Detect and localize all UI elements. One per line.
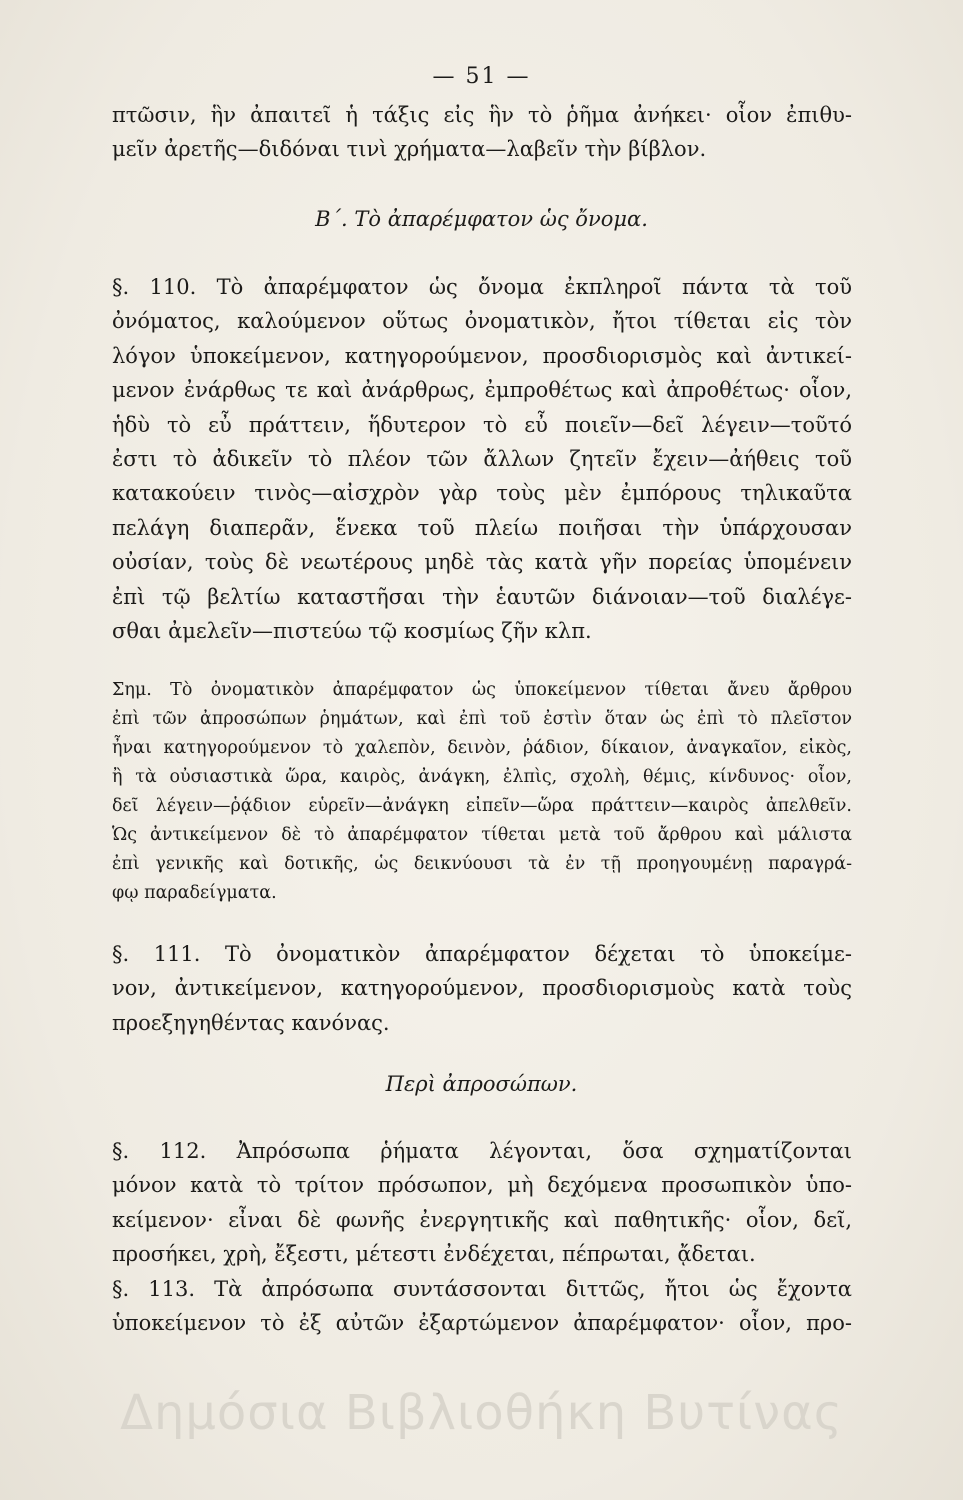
text-line: νον, ἀντικείμενον, κατηγορούμενον, προσδιορισμοὺς κατὰ τοὺς (112, 976, 852, 1001)
text-line: κείμενον· εἶναι δὲ φωνῆς ἐνεργητικῆς καὶ παθητικῆς· οἷον, δεῖ, (112, 1207, 852, 1232)
text-line: §. 110. Τὸ ἀπαρέμφατον ὡς ὄνομα ἐκπληροῖ πάντα τὰ τοῦ (112, 275, 852, 299)
text-line: μενον ἐνάρθως τε καὶ ἀνάρθρως, ἐμπροθέτως καὶ ἀπροθέτως· οἷον, (112, 378, 852, 403)
text-line: μόνον κατὰ τὸ τρίτον πρόσωπον, μὴ δεχόμενα προσωπικὸν ὑπο- (112, 1173, 852, 1198)
paragraph-113 (112, 1272, 852, 1341)
intro-paragraph (112, 98, 852, 167)
text-line: προεξηγηθέντας κανόνας. (112, 1010, 390, 1035)
text-line: μεῖν ἀρετῆς—διδόναι τινὶ χρήματα—λαβεῖν τὴν βίβλον. (112, 137, 707, 162)
paragraph-111 (112, 937, 852, 1040)
text-line: σθαι ἀμελεῖν—πιστεύω τῷ κοσμίως ζῆν κλπ. (112, 619, 592, 644)
note-line: φῳ παραδείγματα. (112, 883, 277, 903)
text-line: ἡδὺ τὸ εὖ πράττειν, ἥδυτερον τὸ εὖ ποιεῖν—δεῖ λέγειν—τοῦτό (112, 412, 852, 437)
note-line: ἦναι κατηγορούμενον τὸ χαλεπὸν, δεινὸν, ῥάδιον, δίκαιον, ἀναγκαῖον, εἰκὸς, (112, 738, 852, 758)
text-line: οὐσίαν, τοὺς δὲ νεωτέρους μηδὲ τὰς κατὰ γῆν πορείας ὑπομένειν (112, 550, 852, 575)
note-line: Ὡς ἀντικείμενον δὲ τὸ ἀπαρέμφατον τίθεται μετὰ τοῦ ἄρθρου καὶ μάλιστα (112, 825, 852, 845)
page-number: — 51 — (432, 64, 531, 89)
text-line: ἐπὶ τῷ βελτίω καταστῆσαι τὴν ἑαυτῶν διάνοιαν—τοῦ διαλέγε- (112, 584, 852, 609)
text-line: κατακούειν τινὸς—αἰσχρὸν γὰρ τοὺς μὲν ἐμπόρους τηλικαῦτα (112, 481, 852, 506)
section-heading-impersonal: Περὶ ἀπροσώπων. (385, 1072, 578, 1096)
text-line: ὑποκείμενον τὸ ἐξ αὐτῶν ἐξαρτώμενον ἀπαρέμφατον· οἷον, προ- (112, 1311, 852, 1336)
note-line: ἐπὶ γενικῆς καὶ δοτικῆς, ὡς δεικνύουσι τὰ ἐν τῇ προηγουμένῃ παραγρά- (112, 854, 852, 874)
note-paragraph (112, 676, 852, 908)
section-heading-infinitive-as-noun: Β΄. Τὸ ἀπαρέμφατον ὡς ὄνομα. (315, 207, 648, 231)
text-line: ὀνόματος, καλούμενον οὕτως ὀνοματικὸν, ἤτοι τίθεται εἰς τὸν (112, 309, 852, 334)
text-line: λόγον ὑποκείμενον, κατηγορούμενον, προσδιορισμὸς καὶ ἀντικεί- (112, 343, 852, 368)
paragraph-112 (112, 1134, 852, 1272)
note-line: Σημ. Τὸ ὀνοματικὸν ἀπαρέμφατον ὡς ὑποκείμενον τίθεται ἄνευ ἄρθρου (112, 680, 852, 700)
text-line: πτῶσιν, ἣν ἀπαιτεῖ ἡ τάξις εἰς ἣν τὸ ῥῆμα ἀνήκει· οἷον ἐπιθυ- (112, 103, 852, 127)
library-watermark: Δημόσια Βιβλιοθήκη Βυτίνας (120, 1385, 843, 1441)
text-line: ἐστι τὸ ἀδικεῖν τὸ πλέον τῶν ἄλλων ζητεῖν ἔχειν—ἀήθεις τοῦ (112, 447, 852, 472)
text-line: §. 113. Τὰ ἀπρόσωπα συντάσσονται διττῶς, ἤτοι ὡς ἔχοντα (112, 1277, 852, 1301)
note-line: δεῖ λέγειν—ῥᾴδιον εὑρεῖν—ἀνάγκη εἰπεῖν—ὥρα πράττειν—καιρὸς ἀπελθεῖν. (112, 796, 852, 816)
paragraph-110 (112, 270, 852, 648)
text-line: §. 111. Τὸ ὀνοματικὸν ἀπαρέμφατον δέχεται τὸ ὑποκείμε- (112, 942, 852, 966)
note-line: ἐπὶ τῶν ἀπροσώπων ῥημάτων, καὶ ἐπὶ τοῦ ἐστὶν ὅταν ὡς ἐπὶ τὸ πλεῖστον (112, 709, 852, 729)
text-line: προσήκει, χρὴ, ἔξεστι, μέτεστι ἐνδέχεται, πέπρωται, ᾄδεται. (112, 1242, 756, 1267)
note-line: ἢ τὰ οὐσιαστικὰ ὥρα, καιρὸς, ἀνάγκη, ἐλπὶς, σχολὴ, θέμις, κίνδυνος· οἷον, (112, 767, 852, 787)
text-line: §. 112. Ἀπρόσωπα ῥήματα λέγονται, ὅσα σχηματίζονται (112, 1139, 852, 1163)
text-line: πελάγη διαπερᾶν, ἕνεκα τοῦ πλείω ποιῆσαι τὴν ὑπάρχουσαν (112, 515, 852, 540)
